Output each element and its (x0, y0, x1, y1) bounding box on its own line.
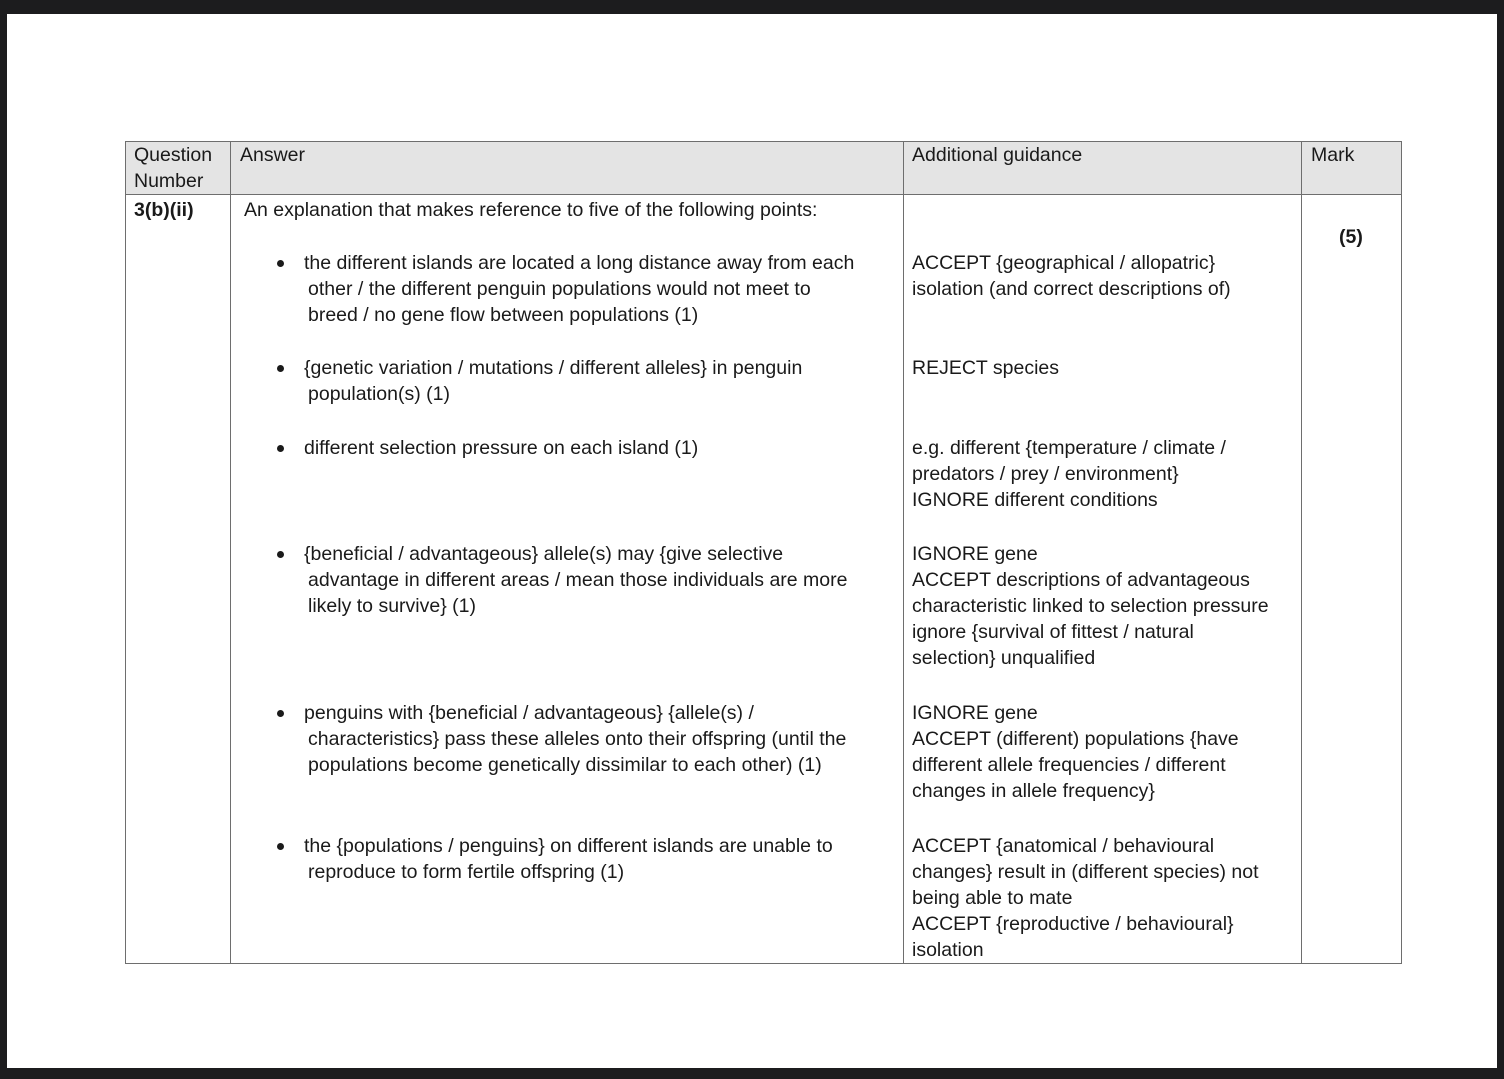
header-question-number: Number (134, 170, 204, 192)
divider (125, 141, 1402, 142)
divider (230, 141, 231, 964)
guidance-line: changes} result in (different species) not (912, 861, 1259, 883)
divider (903, 141, 904, 964)
mark-value: (5) (1339, 226, 1363, 248)
guidance-line: different allele frequencies / different (912, 754, 1226, 776)
divider (1301, 141, 1302, 964)
guidance-line: predators / prey / environment} (912, 463, 1179, 485)
divider (125, 194, 1402, 195)
header-additional-guidance: Additional guidance (912, 144, 1083, 166)
answer-point-line: likely to survive} (1) (308, 595, 476, 617)
bullet-icon (277, 710, 284, 717)
bullet-icon (277, 551, 284, 558)
answer-point-line: penguins with {beneficial / advantageous} {allele(s) / (304, 702, 754, 724)
answer-point-line: populations become genetically dissimilar to each other) (1) (308, 754, 822, 776)
guidance-line: being able to mate (912, 887, 1073, 909)
bullet-icon (277, 843, 284, 850)
answer-point-line: breed / no gene flow between populations (1) (308, 304, 699, 326)
bullet-icon (277, 445, 284, 452)
answer-point-line: {beneficial / advantageous} allele(s) may {give selective (304, 543, 784, 565)
guidance-line: IGNORE gene (912, 543, 1038, 565)
answer-point-line: different selection pressure on each island (1) (304, 437, 699, 459)
guidance-line: REJECT species (912, 357, 1060, 379)
guidance-line: ACCEPT {anatomical / behavioural (912, 835, 1215, 857)
answer-point-line: other / the different penguin populations would not meet to (308, 278, 811, 300)
answer-point-line: population(s) (1) (308, 383, 450, 405)
answer-point-line: advantage in different areas / mean those individuals are more (308, 569, 848, 591)
bullet-icon (277, 260, 284, 267)
answer-intro: An explanation that makes reference to five of the following points: (244, 199, 818, 221)
question-number: 3(b)(ii) (134, 199, 194, 221)
answer-point-line: reproduce to form fertile offspring (1) (308, 861, 625, 883)
guidance-line: IGNORE gene (912, 702, 1038, 724)
divider (1401, 141, 1402, 964)
guidance-line: isolation (912, 939, 984, 961)
guidance-line: ACCEPT {reproductive / behavioural} (912, 913, 1234, 935)
guidance-line: ACCEPT {geographical / allopatric} (912, 252, 1216, 274)
guidance-line: ignore {survival of fittest / natural (912, 621, 1194, 643)
header-mark: Mark (1311, 144, 1355, 166)
table-header-row (125, 141, 1402, 194)
header-answer: Answer (240, 144, 306, 166)
guidance-line: ACCEPT (different) populations {have (912, 728, 1239, 750)
header-question-number: Question (134, 144, 213, 166)
answer-point-line: characteristics} pass these alleles onto their offspring (until the (308, 728, 847, 750)
guidance-line: e.g. different {temperature / climate / (912, 437, 1226, 459)
divider (125, 141, 126, 964)
answer-point-line: {genetic variation / mutations / different alleles} in penguin (304, 357, 803, 379)
guidance-line: IGNORE different conditions (912, 489, 1158, 511)
guidance-line: isolation (and correct descriptions of) (912, 278, 1231, 300)
guidance-line: characteristic linked to selection pressure (912, 595, 1269, 617)
answer-point-line: the different islands are located a long distance away from each (304, 252, 855, 274)
answer-point-line: the {populations / penguins} on different islands are unable to (304, 835, 833, 857)
guidance-line: changes in allele frequency} (912, 780, 1155, 802)
divider (125, 963, 1402, 964)
guidance-line: ACCEPT descriptions of advantageous (912, 569, 1250, 591)
guidance-line: selection} unqualified (912, 647, 1096, 669)
bullet-icon (277, 365, 284, 372)
